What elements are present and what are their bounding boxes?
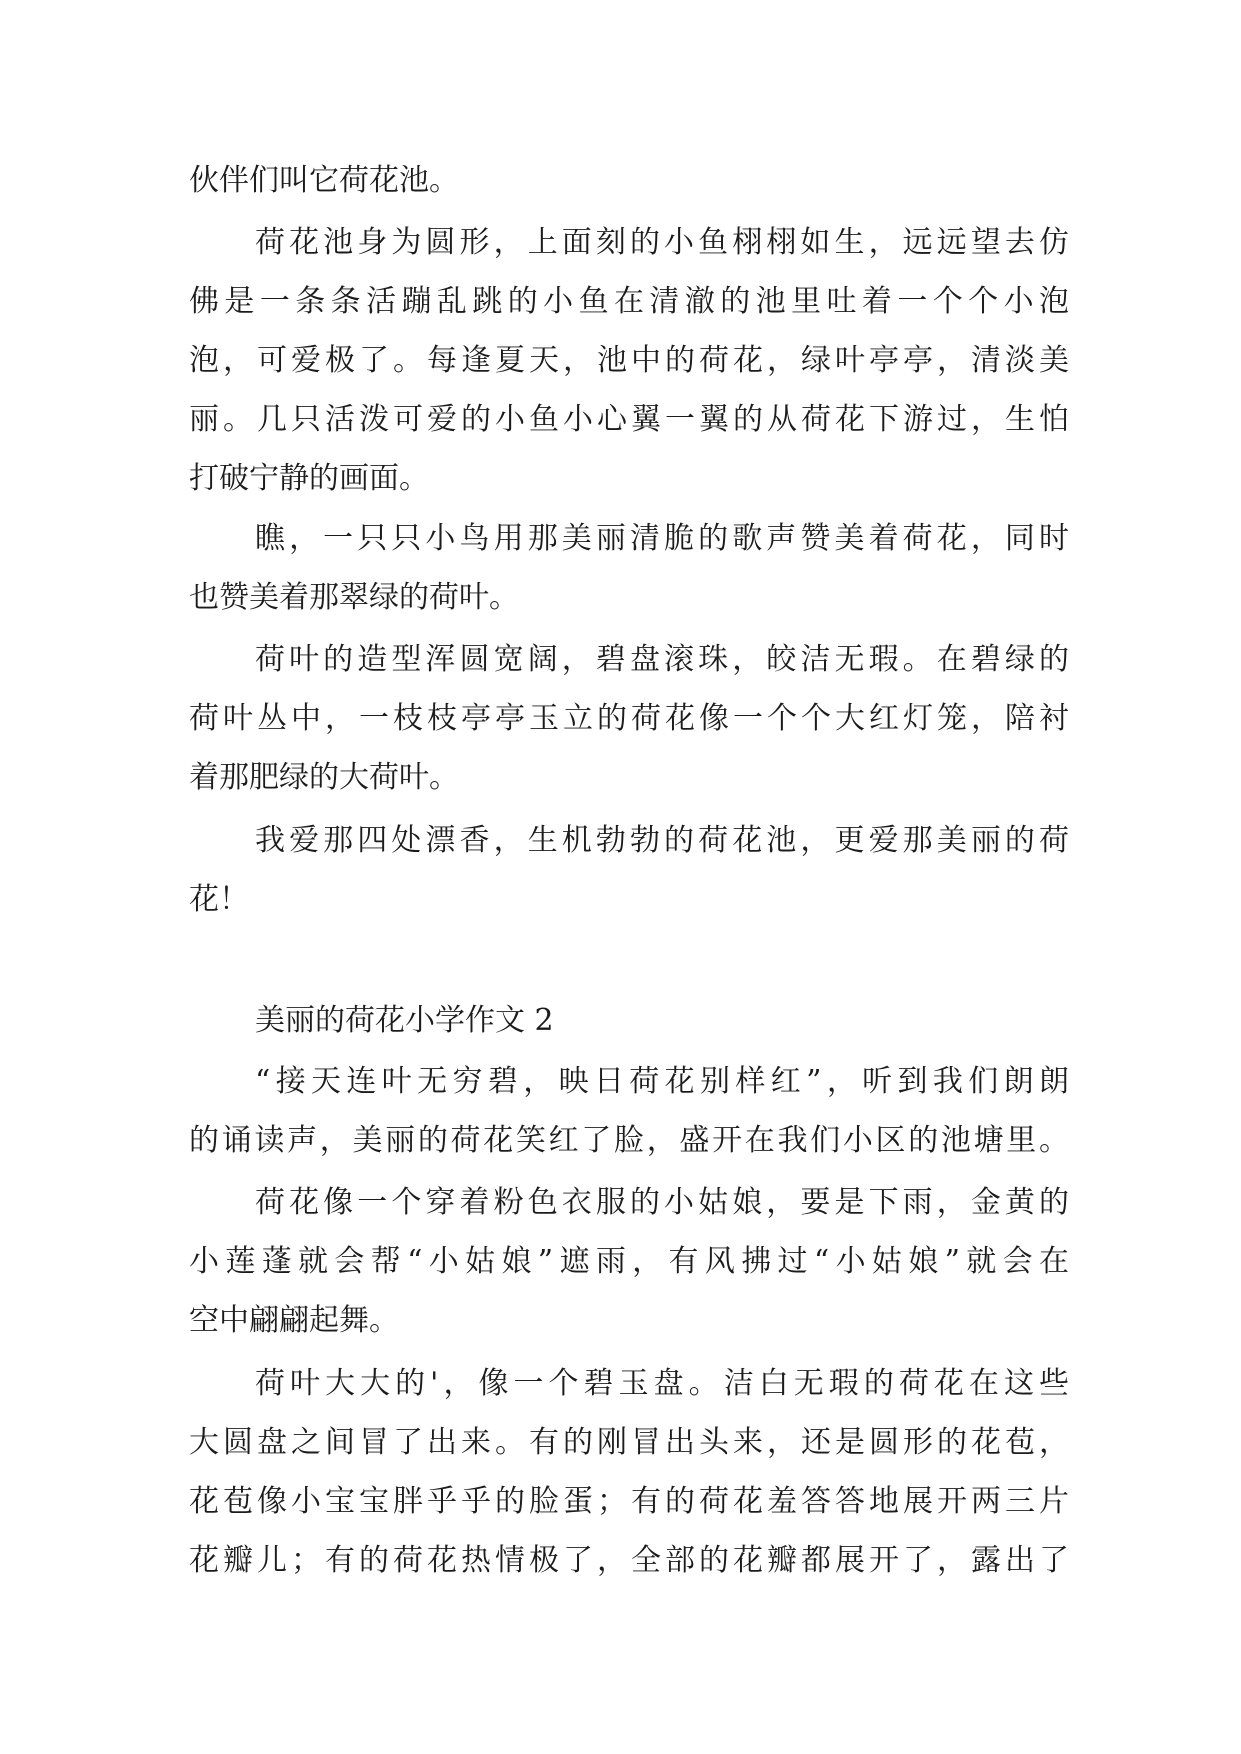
- text-line: 伙伴们叫它荷花池。: [189, 163, 459, 198]
- text-line: 打破宁静的画面。: [189, 461, 429, 496]
- text-line: 空中翩翩起舞。: [189, 1303, 399, 1338]
- paragraph-first-line: 瞧，一只只小鸟用那美丽清脆的歌声赞美着荷花，同时: [255, 521, 1069, 556]
- paragraph-first-line: “接天连叶无穷碧，映日荷花别样红”，听到我们朗朗: [255, 1064, 1069, 1099]
- paragraph-first-line: 我爱那四处漂香，生机勃勃的荷花池，更爱那美丽的荷: [255, 823, 1069, 858]
- text-line: 着那肥绿的大荷叶。: [189, 760, 459, 795]
- paragraph-first-line: 荷花像一个穿着粉色衣服的小姑娘，要是下雨，金黄的: [255, 1185, 1069, 1220]
- essay-heading: 美丽的荷花小学作文 2: [255, 1003, 554, 1038]
- text-line: 小莲蓬就会帮“小姑娘”遮雨，有风拂过“小姑娘”就会在: [189, 1244, 1069, 1279]
- text-line: 花苞像小宝宝胖乎乎的脸蛋；有的荷花羞答答地展开两三片: [189, 1484, 1069, 1519]
- text-line: 的诵读声，美丽的荷花笑红了脸，盛开在我们小区的池塘里。: [189, 1123, 1069, 1158]
- text-line: 泡，可爱极了。每逢夏天，池中的荷花，绿叶亭亭，清淡美: [189, 343, 1069, 378]
- text-line: 花！: [189, 882, 249, 917]
- paragraph-first-line: 荷叶大大的'，像一个碧玉盘。洁白无瑕的荷花在这些: [255, 1366, 1069, 1401]
- text-line: 佛是一条条活蹦乱跳的小鱼在清澈的池里吐着一个个小泡: [189, 284, 1069, 319]
- paragraph-first-line: 荷花池身为圆形，上面刻的小鱼栩栩如生，远远望去仿: [255, 225, 1069, 260]
- text-line: 荷叶丛中，一枝枝亭亭玉立的荷花像一个个大红灯笼，陪衬: [189, 701, 1069, 736]
- text-line: 大圆盘之间冒了出来。有的刚冒出头来，还是圆形的花苞，: [189, 1425, 1069, 1460]
- text-line: 也赞美着那翠绿的荷叶。: [189, 580, 519, 615]
- paragraph-first-line: 荷叶的造型浑圆宽阔，碧盘滚珠，皎洁无瑕。在碧绿的: [255, 642, 1069, 677]
- text-line: 花瓣儿；有的荷花热情极了，全部的花瓣都展开了，露出了: [189, 1543, 1069, 1578]
- text-line: 丽。几只活泼可爱的小鱼小心翼一翼的从荷花下游过，生怕: [189, 402, 1069, 437]
